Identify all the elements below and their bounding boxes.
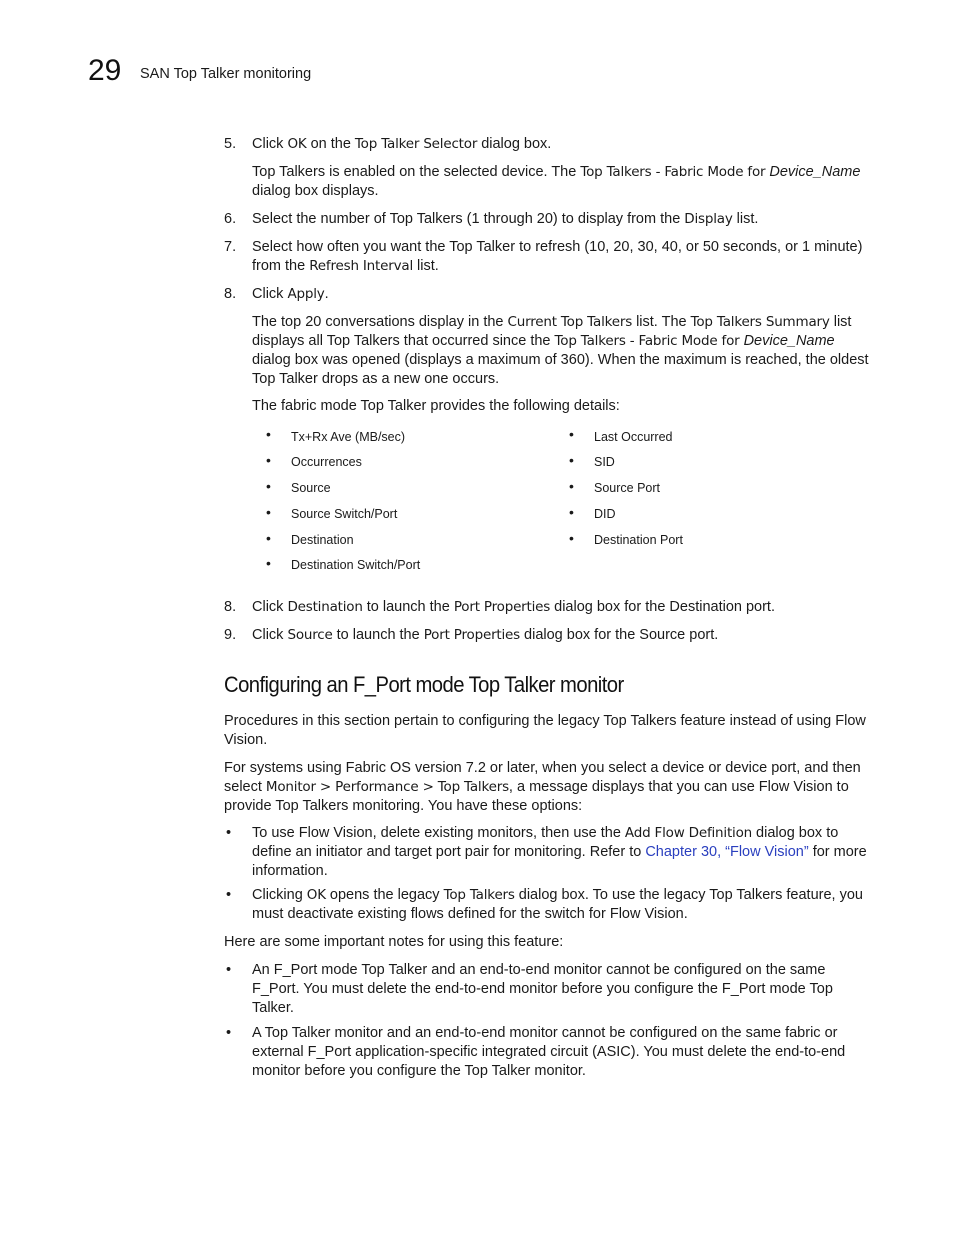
bullet: • <box>266 426 271 442</box>
step-text: Click Source to launch the Port Properties dialog box for the Source port. <box>252 627 719 643</box>
list-item: Destination Port <box>594 533 683 547</box>
section-paragraph-2: For systems using Fabric OS version 7.2 or later, when you select a device or device port, and then select Monitor > Performance > Top Talkers, a message displays that you can use Flow Vision to provide Top Talkers monitoring. You have these options: <box>224 760 861 814</box>
step-text: Select the number of Top Talkers (1 through 20) to display from the Display list. <box>252 211 759 227</box>
bullet: • <box>226 825 232 841</box>
step-number: 7. <box>224 239 237 255</box>
chapter-title: SAN Top Talker monitoring <box>140 66 312 82</box>
step-number: 5. <box>224 136 237 152</box>
notes-intro: Here are some important notes for using this feature: <box>224 934 564 950</box>
bullet: • <box>266 555 271 571</box>
step-number: 9. <box>224 627 237 643</box>
option-text: To use Flow Vision, delete existing monitors, then use the Add Flow Definition dialog box to define an initiator and target port pair for monitoring. Refer to Chapter 30, “Flow Vision” for more information. <box>252 825 867 879</box>
bullet: • <box>226 1025 232 1041</box>
details-intro: The fabric mode Top Talker provides the following details: <box>252 398 620 414</box>
bullet: • <box>226 962 232 978</box>
list-item: Tx+Rx Ave (MB/sec) <box>291 430 406 444</box>
step-text: Click OK on the Top Talker Selector dialog box. <box>252 136 552 152</box>
bullet: • <box>266 530 271 546</box>
chapter-number: 29 <box>88 54 122 87</box>
step-number: 6. <box>224 211 237 227</box>
list-item: Source <box>291 481 331 495</box>
step-text: Select how often you want the Top Talker to refresh (10, 20, 30, 40, or 50 seconds, or 1 minute) from the Refresh Interval list. <box>252 239 863 274</box>
chapter-30-link[interactable]: Chapter 30, “Flow Vision” <box>645 844 809 860</box>
step-text: Click Destination to launch the Port Properties dialog box for the Destination port. <box>252 599 775 615</box>
list-item: DID <box>594 507 616 521</box>
step-5-result: Top Talkers is enabled on the selected device. The Top Talkers - Fabric Mode for Device_Name dialog box displays. <box>252 164 861 199</box>
bullet: • <box>569 426 574 442</box>
bullet: • <box>569 478 574 494</box>
list-item: Destination Switch/Port <box>291 558 421 572</box>
option-text: Clicking OK opens the legacy Top Talkers dialog box. To use the legacy Top Talkers feature, you must deactivate existing flows defined for the switch for Flow Vision. <box>252 887 863 922</box>
apply-result-paragraph: The top 20 conversations display in the Current Top Talkers list. The Top Talkers Summary list displays all Top Talkers that occurred since the Top Talkers - Fabric Mode for Device_Name dialog box was opened (displays a maximum of 360). When the maximum is reached, the oldest Top Talker drops as a new one occurs. <box>252 314 869 387</box>
list-item: SID <box>594 455 615 469</box>
list-item: Destination <box>291 533 354 547</box>
list-item: Source Port <box>594 481 661 495</box>
list-item: Source Switch/Port <box>291 507 398 521</box>
bullet: • <box>569 530 574 546</box>
bullet: • <box>266 452 271 468</box>
note-text: An F_Port mode Top Talker and an end-to-end monitor cannot be configured on the same F_Port. You must delete the end-to-end monitor before you configure the F_Port mode Top Talker. <box>252 962 833 1016</box>
list-item: Occurrences <box>291 455 362 469</box>
bullet: • <box>226 887 232 903</box>
section-paragraph-1: Procedures in this section pertain to configuring the legacy Top Talkers feature instead of using Flow Vision. <box>224 713 866 748</box>
bullet: • <box>569 504 574 520</box>
step-text: Click Apply. <box>252 286 329 302</box>
list-item: Last Occurred <box>594 430 673 444</box>
step-number: 8. <box>224 599 237 615</box>
bullet: • <box>569 452 574 468</box>
bullet: • <box>266 478 271 494</box>
note-text: A Top Talker monitor and an end-to-end monitor cannot be configured on the same fabric or external F_Port application-specific integrated circuit (ASIC). You must delete the end-to-end monitor before you configure the Top Talker monitor. <box>252 1025 846 1079</box>
step-number: 8. <box>224 286 237 302</box>
section-heading: Configuring an F_Port mode Top Talker monitor <box>224 672 624 697</box>
bullet: • <box>266 504 271 520</box>
